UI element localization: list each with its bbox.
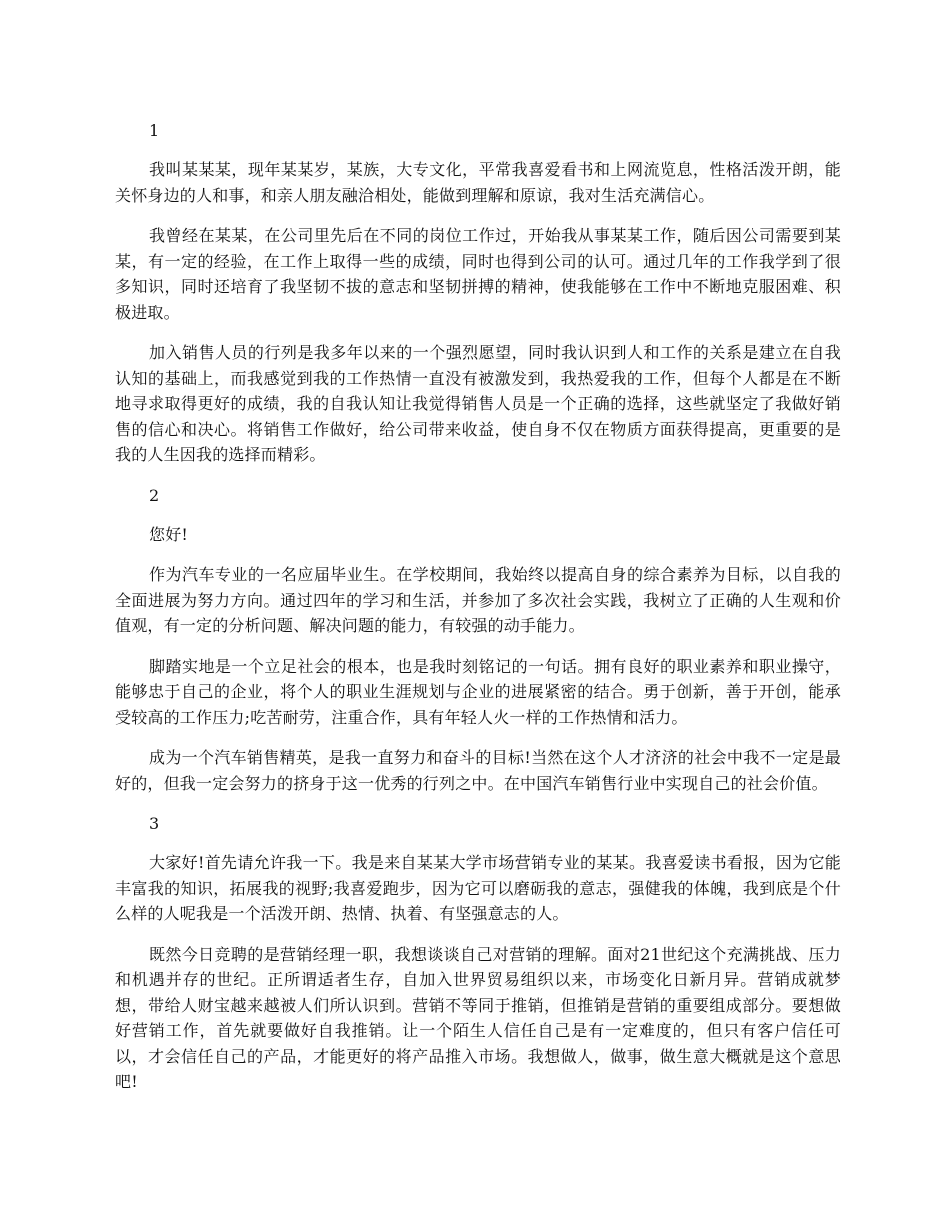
paragraph: 成为一个汽车销售精英，是我一直努力和奋斗的目标!当然在这个人才济济的社会中我不一定是最好的，但我一定会努力的挤身于这一优秀的行列之中。在中国汽车销售行业中实现自己的社会价值。 (115, 748, 841, 793)
section-3 (115, 811, 841, 1095)
paragraph: 既然今日竞聘的是营销经理一职，我想谈谈自己对营销的理解。面对21世纪这个充满挑战、压力和机遇并存的世纪。正所谓适者生存，自加入世界贸易组织以来，市场变化日新月异。营销成就梦想，带给人财宝越来越被人们所认识到。营销不等同于推销，但推销是营销的重要组成部分。要想做好营销工作，首先就要做好自我推销。让一个陌生人信任自己是有一定难度的，但只有客户信任可以，才会信任自己的产品，才能更好的将产品推入市场。我想做人，做事，做生意大概就是这个意思吧! (115, 944, 841, 1091)
section-number: 2 (149, 485, 160, 505)
section-2 (115, 483, 841, 797)
greeting: 您好! (149, 524, 189, 544)
section-1 (115, 118, 841, 468)
paragraph: 我曾经在某某，在公司里先后在不同的岗位工作过，开始我从事某某工作，随后因公司需要到某某，有一定的经验，在工作上取得一些的成绩，同时也得到公司的认可。通过几年的工作我学到了很多知识，同时还培育了我坚韧不拔的意志和坚韧拼搏的精神，使我能够在工作中不断地克服困难、积极进取。 (115, 226, 841, 322)
paragraph: 我叫某某某，现年某某岁，某族，大专文化，平常我喜爱看书和上网流览息，性格活泼开朗，能关怀身边的人和事，和亲人朋友融洽相处，能做到理解和原谅，我对生活充满信心。 (115, 160, 841, 205)
paragraph: 加入销售人员的行列是我多年以来的一个强烈愿望，同时我认识到人和工作的关系是建立在自我认知的基础上，而我感觉到我的工作热情一直没有被激发到，我热爱我的工作，但每个人都是在不断地寻求取得更好的成绩，我的自我认知让我觉得销售人员是一个正确的选择，这些就坚定了我做好销售的信心和决心。将销售工作做好，给公司带来收益，使自身不仅在物质方面获得提高，更重要的是我的人生因我的选择而精彩。 (115, 343, 841, 464)
section-number: 3 (149, 814, 160, 833)
paragraph: 作为汽车专业的一名应届毕业生。在学校期间，我始终以提高自身的综合素养为目标，以自我的全面进展为努力方向。通过四年的学习和生活，并参加了多次社会实践，我树立了正确的人生观和价值观，有一定的分析问题、解决问题的能力，有较强的动手能力。 (115, 565, 841, 635)
paragraph: 大家好!首先请允许我一下。我是来自某某大学市场营销专业的某某。我喜爱读书看报，因为它能丰富我的知识，拓展我的视野;我喜爱跑步，因为它可以磨砺我的意志，强健我的体魄，我到底是个什么样的人呢我是一个活泼开朗、热情、执着、有坚强意志的人。 (115, 853, 841, 923)
paragraph: 脚踏实地是一个立足社会的根本，也是我时刻铭记的一句话。拥有良好的职业素养和职业操守，能够忠于自己的企业，将个人的职业生涯规划与企业的进展紧密的结合。勇于创新，善于开创，能承受较高的工作压力;吃苦耐劳，注重合作，具有年轻人火一样的工作热情和活力。 (115, 656, 841, 727)
document-page (115, 118, 841, 1110)
section-number: 1 (149, 121, 160, 140)
